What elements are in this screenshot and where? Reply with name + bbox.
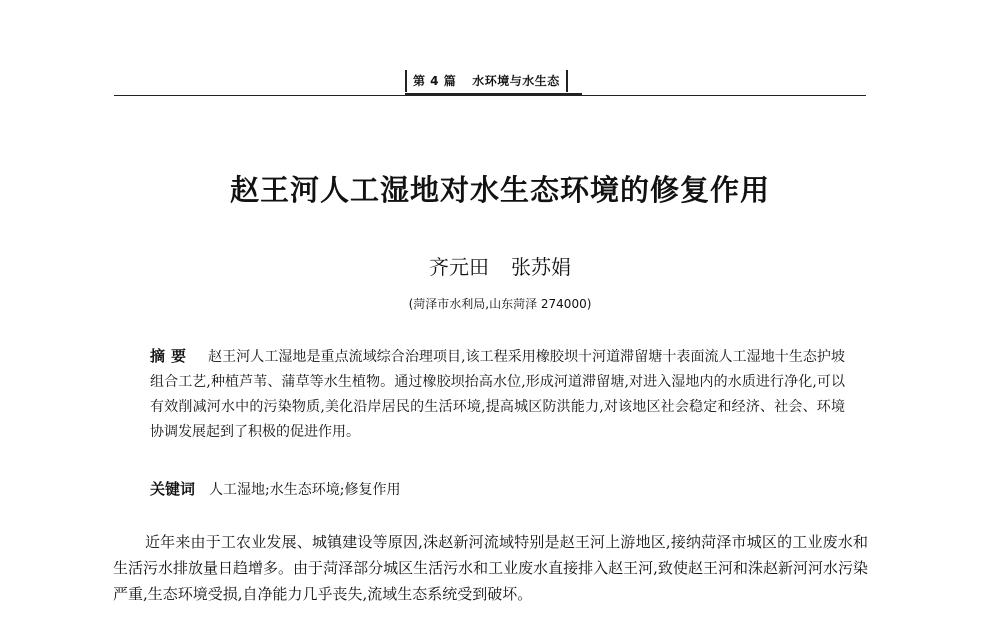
author-affiliation: (菏泽市水利局,山东菏泽 274000): [408, 297, 592, 311]
running-header: [405, 70, 568, 92]
keywords-block: [150, 477, 845, 503]
header-rule: [114, 95, 866, 96]
abstract-block: [150, 344, 845, 445]
body-paragraph: 近年来由于工农业发展、城镇建设等原因,洙赵新河流域特别是赵王河上游地区,接纳菏泽市城区的工业废水和生活污水排放量日趋增多。由于菏泽部分城区生活污水和工业废水直接排入赵王河,致使赵王河和洙赵新河河水污染严重,生态环境受损,自净能力几乎丧失,流域生态系统受到破坏。: [113, 533, 868, 603]
abstract-label: 摘要: [150, 347, 193, 365]
author-name: 张苏娟: [511, 255, 571, 279]
author-line: [0, 251, 1000, 280]
abstract-text: 赵王河人工湿地是重点流域综合治理项目,该工程采用橡胶坝十河道滞留塘十表面流人工湿地十生态护坡组合工艺,种植芦苇、蒲草等水生植物。通过橡胶坝抬高水位,形成河道滞留塘,对进入湿地内的水质进行净化,可以有效削减河水中的污染物质,美化沿岸居民的生活环境,提高城区防洪能力,对该地区社会稳定和经济、社会、环境协调发展起到了积极的促进作用。: [150, 349, 845, 440]
header-section-name: 水环境与水生态: [472, 74, 560, 88]
keywords-text: 人工湿地;水生态环境;修复作用: [209, 482, 401, 498]
keywords-label: 关键词: [150, 480, 196, 498]
header-part-number: 第 4 篇: [413, 74, 457, 88]
paper-title: 赵王河人工湿地对水生态环境的修复作用: [229, 173, 770, 207]
author-name: 齐元田: [429, 255, 489, 279]
